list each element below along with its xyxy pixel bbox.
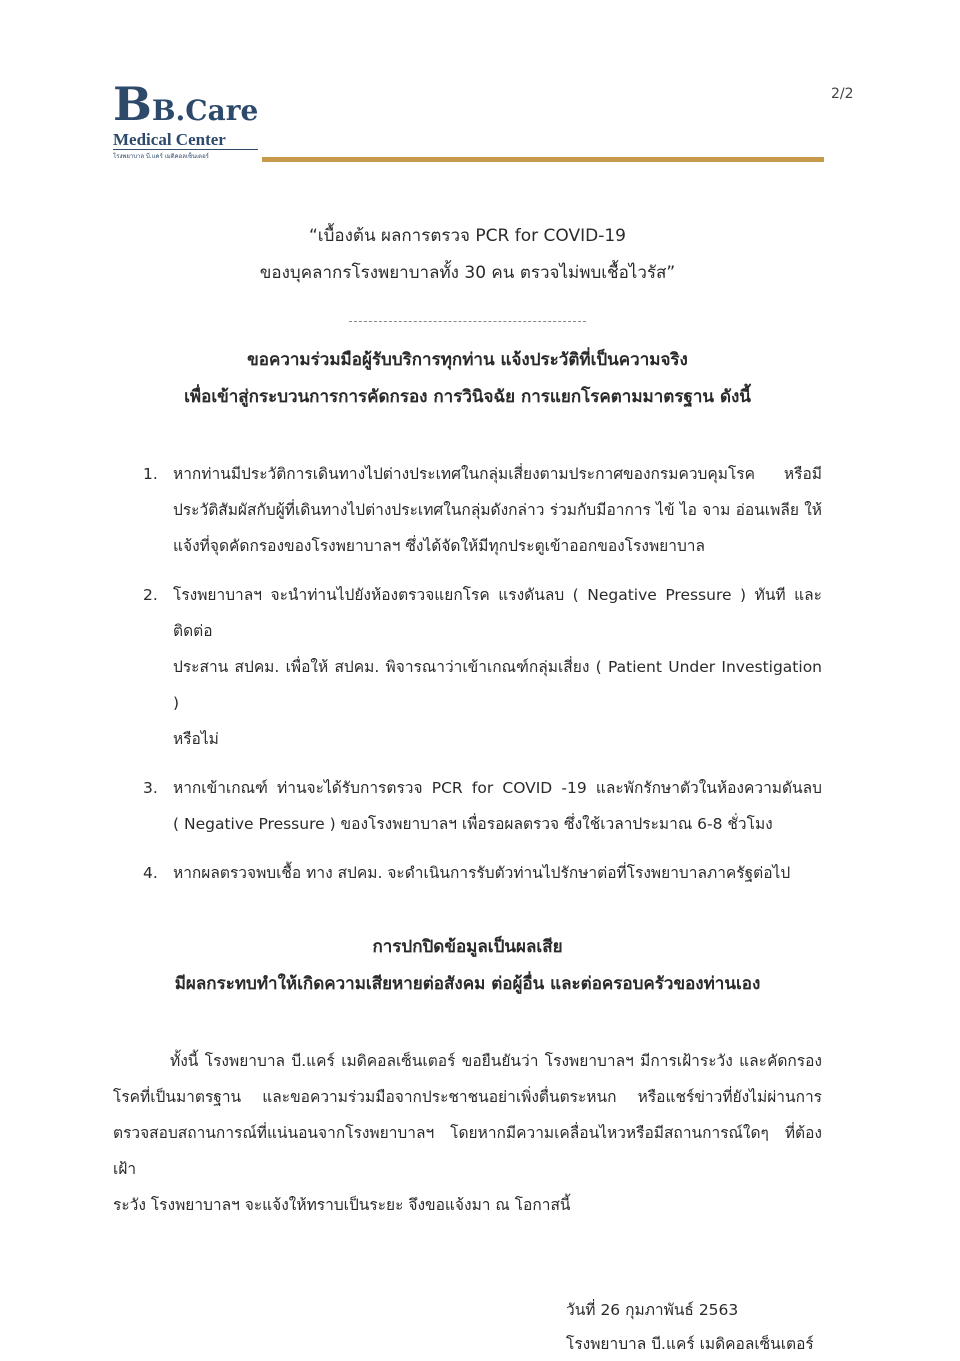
signature-date: วันที่ 26 กุมภาพันธ์ 2563 — [566, 1301, 739, 1319]
item-line: ประสาน สปคม. เพื่อให้ สปคม. พิจารณาว่าเข้าเกณฑ์กลุ่มเสี่ยง ( Patient Under Investigation ) — [173, 658, 822, 712]
list-item — [113, 456, 822, 564]
logo-mark: B — [113, 77, 152, 131]
item-line: ประวัติสัมผัสกับผู้ที่เดินทางไปต่างประเทศในกลุ่มดังกล่าว ร่วมกับมีอาการ ไข้ ไอ จาม อ่อนเพลีย ให้ — [173, 501, 822, 519]
numbered-list — [113, 456, 822, 891]
request-heading: ขอความร่วมมือผู้รับบริการทุกท่าน แจ้งประวัติที่เป็นความจริง — [247, 350, 688, 370]
divider — [349, 321, 586, 322]
signature-block — [566, 1293, 822, 1361]
item-line: โรงพยาบาลฯ จะนำท่านไปยังห้องตรวจแยกโรค แรงดันลบ ( Negative Pressure ) ทันที และติดต่อ — [173, 586, 822, 640]
logo — [113, 77, 259, 161]
item-line: หรือไม่ — [173, 730, 219, 748]
list-item — [113, 577, 822, 757]
logo-subtitle: Medical Center — [113, 130, 258, 150]
signature-org: โรงพยาบาล บี.แคร์ เมดิคอลเซ็นเตอร์ — [566, 1335, 814, 1353]
list-item — [113, 855, 822, 891]
paragraph-line: ตรวจสอบสถานการณ์ที่แน่นอนจากโรงพยาบาลฯ โดยหากมีความเคลื่อนไหวหรือมีสถานการณ์ใดๆ ที่ต้องเฝ้า — [113, 1124, 822, 1178]
item-number: 1. — [143, 465, 158, 483]
list-item — [113, 770, 822, 842]
paragraph-line: ระวัง โรงพยาบาลฯ จะแจ้งให้ทราบเป็นระยะ จึงขอแจ้งมา ณ โอกาสนี้ — [113, 1196, 571, 1214]
title-line: “เบื้องต้น ผลการตรวจ PCR for COVID-19 — [309, 226, 626, 246]
logo-thai: โรงพยาบาล บี.แคร์ เมดิคอลเซ็นเตอร์ — [113, 153, 209, 160]
paragraph-line: โรคที่เป็นมาตรฐาน และขอความร่วมมือจากประชาชนอย่าเพิ่งตื่นตระหนก หรือแชร์ข่าวที่ยังไม่ผ่านการ — [113, 1088, 822, 1106]
item-line: หากท่านมีประวัติการเดินทางไปต่างประเทศในกลุ่มเสี่ยงตามประกาศของกรมควบคุมโรค หรือมี — [173, 465, 822, 483]
item-number: 3. — [143, 779, 158, 797]
page-number: 2/2 — [831, 86, 854, 102]
item-line: แจ้งที่จุดคัดกรองของโรงพยาบาลฯ ซึ่งได้จัดให้มีทุกประตูเข้าออกของโรงพยาบาล — [173, 537, 705, 555]
item-line: หากเข้าเกณฑ์ ท่านจะได้รับการตรวจ PCR for COVID -19 และพักรักษาตัวในห้องความดันลบ — [173, 779, 822, 797]
item-number: 2. — [143, 586, 158, 604]
paragraph-line: ทั้งนี้ โรงพยาบาล บี.แคร์ เมดิคอลเซ็นเตอร์ ขอยืนยันว่า โรงพยาบาลฯ มีการเฝ้าระวัง และคัดกรอง — [170, 1052, 822, 1070]
item-number: 4. — [143, 864, 158, 882]
warning-heading: การปกปิดข้อมูลเป็นผลเสีย — [372, 937, 563, 957]
header-rule — [262, 157, 824, 162]
item-line: ( Negative Pressure ) ของโรงพยาบาลฯ เพื่อรอผลตรวจ ซึ่งใช้เวลาประมาณ 6-8 ชั่วโมง — [173, 815, 773, 833]
item-line: หากผลตรวจพบเชื้อ ทาง สปคม. จะดำเนินการรับตัวท่านไปรักษาต่อที่โรงพยาบาลภาครัฐต่อไป — [173, 864, 791, 882]
document-body — [113, 218, 822, 1361]
closing-paragraph — [113, 1043, 822, 1223]
logo-text: B.Care — [151, 94, 259, 127]
warning-heading: มีผลกระทบทำให้เกิดความเสียหายต่อสังคม ต่อผู้อื่น และต่อครอบครัวของท่านเอง — [174, 974, 761, 994]
title-line: ของบุคลากรโรงพยาบาลทั้ง 30 คน ตรวจไม่พบเชื้อไวรัส” — [259, 263, 676, 283]
request-heading: เพื่อเข้าสู่กระบวนการการคัดกรอง การวินิจฉัย การแยกโรคตามมาตรฐาน ดังนี้ — [184, 387, 751, 407]
